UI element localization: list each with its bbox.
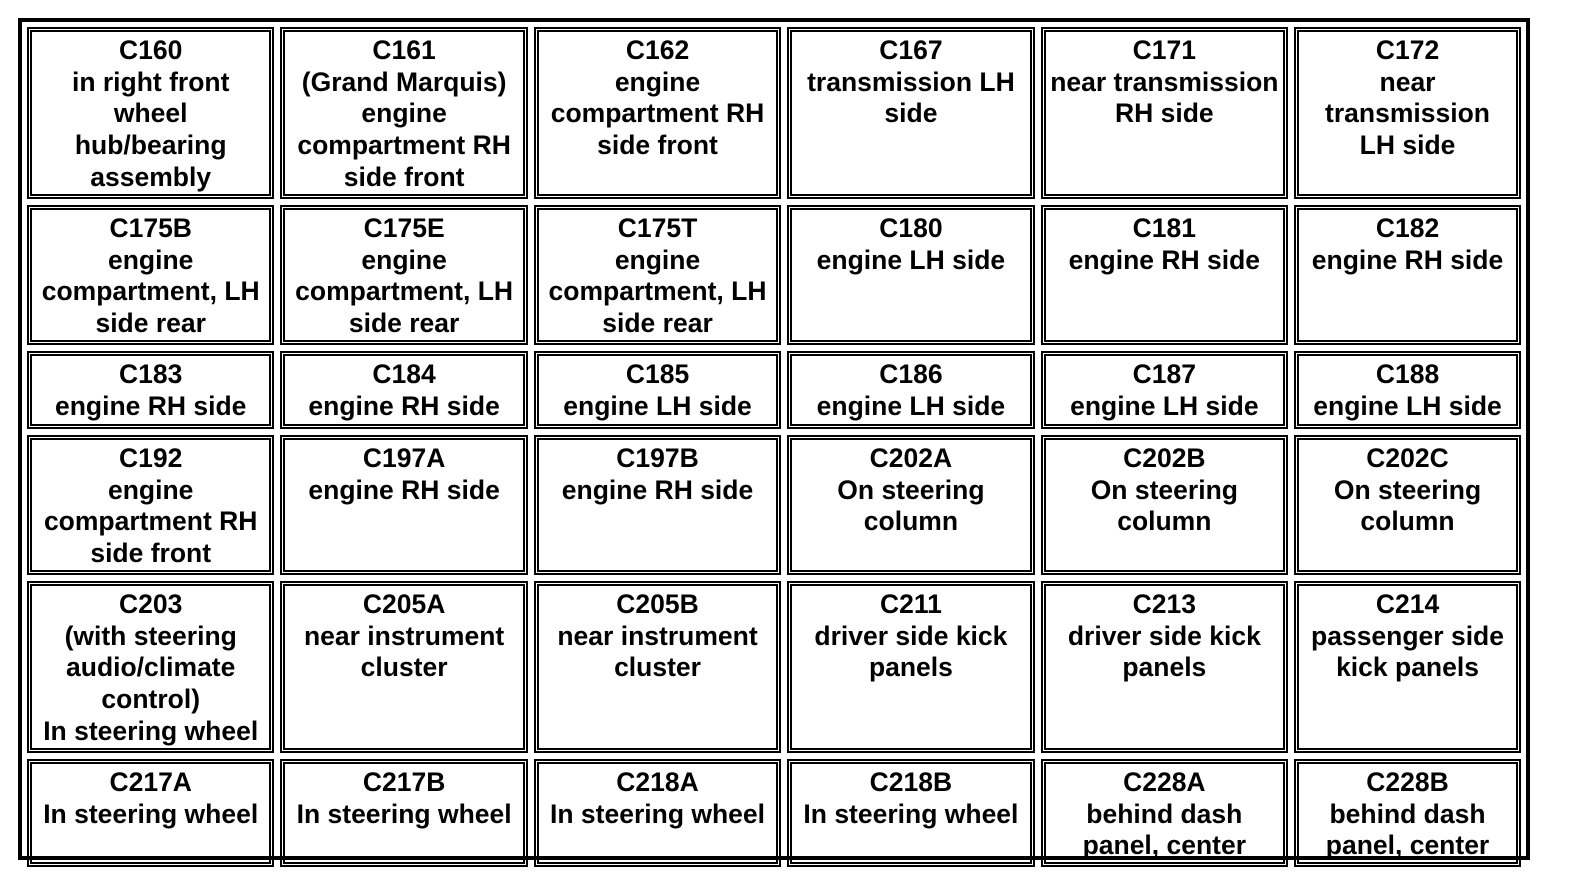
connector-id: C192 [119, 443, 183, 473]
connector-location: In steering wheel [43, 798, 259, 829]
connector-id: C161 [372, 35, 436, 65]
connector-location: engine compartment, LH side rear [548, 244, 767, 339]
connector-id: C202A [869, 443, 953, 473]
connector-cell [534, 435, 781, 575]
connector-cell [534, 205, 781, 345]
connector-id: C180 [879, 213, 943, 243]
connector-location: engine LH side [1313, 390, 1502, 421]
connector-id: C167 [879, 35, 943, 65]
connector-id: C183 [119, 359, 183, 389]
connector-location: in right front wheel hub/bearing assembly [71, 66, 230, 192]
connector-cell [534, 27, 781, 199]
connector-id: C217B [362, 767, 446, 797]
connector-cell [534, 759, 781, 867]
connector-id: C205B [616, 589, 699, 619]
connector-id: C184 [372, 359, 436, 389]
connector-location: engine compartment, LH side rear [295, 244, 514, 339]
connector-id: C162 [625, 35, 690, 65]
connector-cell [1294, 759, 1521, 867]
connector-id: C175T [617, 213, 698, 243]
table-row [27, 435, 1521, 575]
connector-location: near transmission LH side [1325, 66, 1490, 161]
connector-location: engine RH side [308, 390, 500, 421]
connector-cell [27, 205, 274, 345]
connector-cell [787, 581, 1034, 753]
connector-id: C197A [362, 443, 446, 473]
connector-id: C171 [1132, 35, 1196, 65]
connector-cell [27, 581, 274, 753]
connector-id: C228B [1366, 767, 1449, 797]
connector-location: engine LH side [563, 390, 752, 421]
connector-location: behind dash panel, center [1082, 798, 1247, 861]
connector-location: driver side kick panels [814, 620, 1008, 683]
connector-id: C185 [625, 359, 690, 389]
connector-cell [1041, 759, 1288, 867]
table-row [27, 759, 1521, 867]
connector-id: C213 [1132, 589, 1196, 619]
connector-cell [1294, 581, 1521, 753]
connector-location: engine LH side [1070, 390, 1259, 421]
connector-id: C181 [1132, 213, 1196, 243]
connector-table [21, 21, 1527, 873]
connector-location: On steering column [1090, 474, 1238, 537]
connector-cell [787, 27, 1034, 199]
connector-cell [1294, 27, 1521, 199]
connector-id: C202B [1123, 443, 1206, 473]
connector-location: (with steering audio/climate control) In steering wheel [43, 620, 259, 746]
connector-location: (Grand Marquis) engine compartment RH side front [297, 66, 511, 192]
connector-cell [787, 351, 1034, 429]
connector-cell [280, 351, 527, 429]
connector-cell [1041, 205, 1288, 345]
connector-location: transmission LH side [807, 66, 1015, 129]
connector-location: engine RH side [1068, 244, 1261, 275]
table-row [27, 581, 1521, 753]
connector-id: C218A [616, 767, 699, 797]
connector-cell [1041, 435, 1288, 575]
connector-cell [1041, 581, 1288, 753]
connector-id: C205A [362, 589, 446, 619]
connector-id: C187 [1132, 359, 1196, 389]
connector-cell [787, 759, 1034, 867]
connector-cell [280, 435, 527, 575]
connector-id: C218B [869, 767, 953, 797]
connector-location: behind dash panel, center [1325, 798, 1490, 861]
connector-cell [27, 435, 274, 575]
connector-cell [1294, 205, 1521, 345]
connector-location: engine RH side [54, 390, 247, 421]
connector-location: engine compartment RH side front [43, 474, 258, 569]
connector-location: engine LH side [816, 244, 1006, 275]
connector-id: C175E [363, 213, 445, 243]
connector-id: C203 [119, 589, 183, 619]
connector-location: On steering column [837, 474, 985, 537]
connector-id: C228A [1123, 767, 1206, 797]
connector-id: C214 [1375, 589, 1440, 619]
connector-id: C188 [1375, 359, 1440, 389]
connector-cell [27, 351, 274, 429]
connector-id: C186 [879, 359, 943, 389]
connector-id: C211 [879, 589, 942, 619]
connector-location: near instrument cluster [557, 620, 758, 683]
table-row [27, 205, 1521, 345]
connector-cell [787, 435, 1034, 575]
connector-cell [280, 205, 527, 345]
connector-location: engine RH side [1311, 244, 1504, 275]
connector-location: near instrument cluster [303, 620, 505, 683]
connector-cell [534, 581, 781, 753]
connector-location: engine compartment RH side front [550, 66, 765, 161]
connector-cell [27, 27, 274, 199]
connector-cell [1041, 27, 1288, 199]
connector-cell [280, 581, 527, 753]
connector-cell [1294, 351, 1521, 429]
connector-id: C197B [616, 443, 699, 473]
table-row [27, 351, 1521, 429]
connector-id: C175B [109, 213, 192, 243]
connector-cell [27, 759, 274, 867]
connector-cell [1294, 435, 1521, 575]
connector-location: driver side kick panels [1067, 620, 1261, 683]
connector-cell [280, 27, 527, 199]
connector-id: C202C [1366, 443, 1449, 473]
connector-id: C182 [1375, 213, 1440, 243]
connector-id: C160 [119, 35, 183, 65]
connector-cell [280, 759, 527, 867]
connector-location: In steering wheel [550, 798, 766, 829]
connector-location: In steering wheel [296, 798, 512, 829]
table-row [27, 27, 1521, 199]
connector-id: C172 [1375, 35, 1440, 65]
connector-table-frame [18, 18, 1530, 860]
connector-location: passenger side kick panels [1311, 620, 1504, 683]
connector-location: In steering wheel [803, 798, 1019, 829]
connector-location: On steering column [1333, 474, 1482, 537]
connector-location: near transmission RH side [1050, 66, 1279, 129]
connector-id: C217A [109, 767, 192, 797]
connector-cell [1041, 351, 1288, 429]
connector-cell [534, 351, 781, 429]
connector-location: engine LH side [816, 390, 1006, 421]
connector-location: engine RH side [308, 474, 500, 505]
connector-location: engine RH side [561, 474, 754, 505]
connector-location: engine compartment, LH side rear [41, 244, 260, 339]
connector-cell [787, 205, 1034, 345]
